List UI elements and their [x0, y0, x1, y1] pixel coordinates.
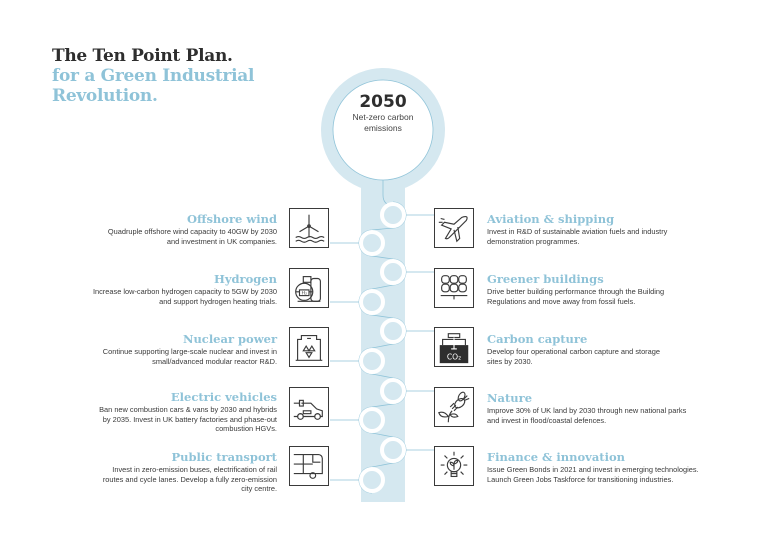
- node-left-1: [361, 232, 383, 254]
- co2-storage-icon: [434, 327, 474, 367]
- point-title: Carbon capture: [487, 332, 588, 346]
- node-right-1: [382, 204, 404, 226]
- node-right-3: [382, 320, 404, 342]
- point-carbon-capture: [487, 332, 747, 366]
- point-public-transport: [7, 450, 277, 494]
- point-title: Offshore wind: [186, 212, 277, 226]
- point-title: Nature: [487, 391, 533, 405]
- point-description: Continue supporting large-scale nuclear and invest in small/advanced modular reactor R&D.: [102, 347, 277, 366]
- point-title: Hydrogen: [213, 272, 277, 286]
- node-left-3: [361, 350, 383, 372]
- node-left-2: [361, 291, 383, 313]
- solar-panel-icon: [434, 268, 474, 308]
- title-line-1: The Ten Point Plan.: [52, 46, 233, 66]
- point-title: Aviation & shipping: [487, 212, 615, 226]
- point-description: Invest in R&D of sustainable aviation fuels and industry demonstration programmes.: [487, 227, 668, 246]
- point-description: Issue Green Bonds in 2021 and invest in emerging technologies. Launch Green Jobs Taskforce for transitioning industries.: [487, 465, 699, 484]
- point-title: Public transport: [171, 450, 277, 464]
- point-description: Quadruple offshore wind capacity to 40GW by 2030 and investment in UK companies.: [107, 227, 277, 246]
- node-right-5: [382, 439, 404, 461]
- hydrogen-tank-icon: [289, 268, 329, 308]
- point-description: Invest in zero-emission buses, electrification of rail routes and cycle lanes. Develop a fully zero-emission city centre.: [102, 465, 277, 494]
- wind-turbine-icon: [289, 208, 329, 248]
- point-hydrogen: [0, 272, 277, 306]
- point-description: Develop four operational carbon capture and storage sites by 2030.: [487, 347, 660, 366]
- point-title: Electric vehicles: [170, 390, 277, 404]
- point-nature: [487, 391, 757, 425]
- point-title: Nuclear power: [182, 332, 277, 346]
- point-offshore-wind: [17, 212, 277, 246]
- node-right-4: [382, 380, 404, 402]
- point-nuclear-power: [17, 332, 277, 366]
- point-description: Increase low-carbon hydrogen capacity to 5GW by 2030 and support hydrogen heating trials.: [92, 287, 277, 306]
- point-description: Drive better building performance through the Building Regulations and move away from fossil fuels.: [487, 287, 665, 306]
- node-right-2: [382, 261, 404, 283]
- svg-text:CO₂: CO₂: [446, 352, 462, 362]
- hub-line-2: emissions: [364, 123, 402, 133]
- bee-plant-icon: [434, 387, 474, 427]
- hub-year: 2050: [359, 92, 407, 112]
- electric-car-icon: [289, 387, 329, 427]
- lightbulb-plant-icon: [434, 446, 474, 486]
- point-description: Improve 30% of UK land by 2030 through new national parks and invest in flood/coastal defences.: [487, 406, 687, 425]
- point-electric-vehicles: [7, 390, 277, 434]
- node-left-5: [361, 469, 383, 491]
- point-title: Finance & innovation: [487, 450, 626, 464]
- point-title: Greener buildings: [487, 272, 604, 286]
- airplane-icon: [434, 208, 474, 248]
- nuclear-icon: [289, 327, 329, 367]
- point-description: Ban new combustion cars & vans by 2030 and hybrids by 2035. Invest in UK battery factories and phase-out combustion HGVs.: [99, 405, 277, 434]
- bus-icon: [289, 446, 329, 486]
- hub-line-1: Net-zero carbon: [352, 112, 414, 122]
- title-line-3: Revolution.: [52, 86, 158, 106]
- svg-text:H₂: H₂: [301, 291, 307, 297]
- point-finance-innovation: [487, 450, 757, 484]
- point-greener-buildings: [487, 272, 747, 306]
- point-aviation-shipping: [487, 212, 747, 246]
- node-left-4: [361, 409, 383, 431]
- hub-2050: [323, 92, 443, 134]
- title-line-2: for a Green Industrial: [52, 66, 255, 86]
